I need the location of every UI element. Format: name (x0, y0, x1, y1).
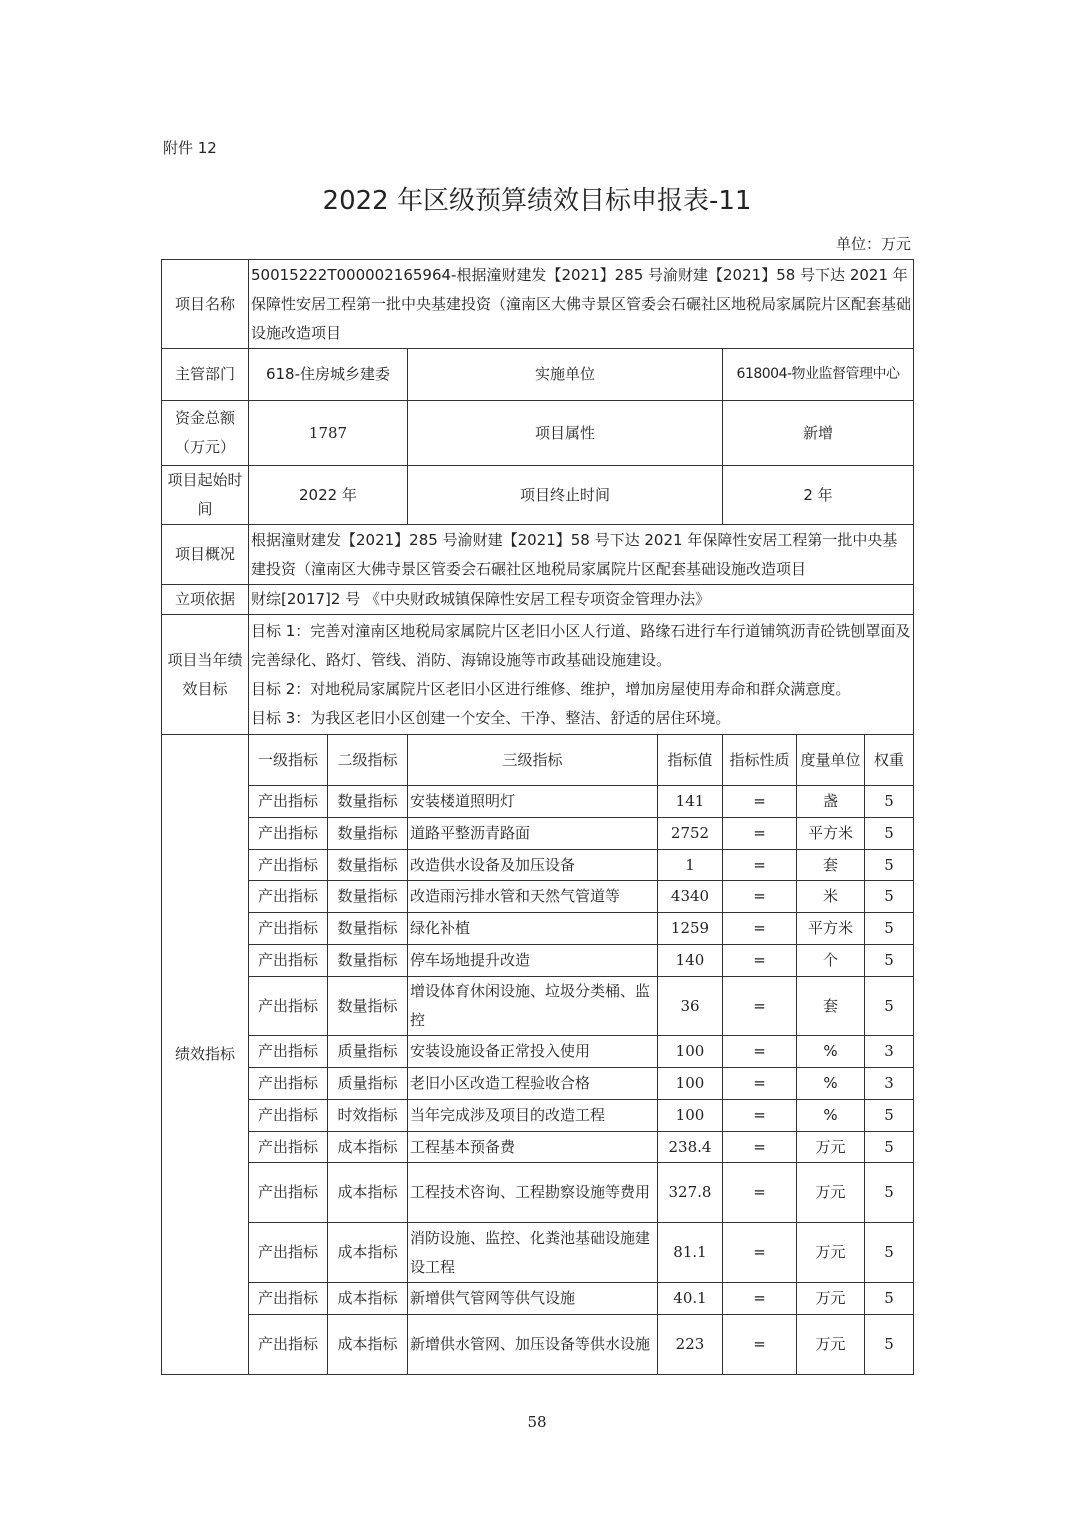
level3-cell: 老旧小区改造工程验收合格 (408, 1068, 658, 1100)
row-overview (162, 525, 914, 585)
page-number: 58 (527, 1413, 547, 1431)
indicator-row (162, 1223, 914, 1283)
nature-cell: = (723, 1315, 797, 1375)
indicator-row (162, 945, 914, 977)
start-label: 项目起始时间 (162, 466, 249, 525)
weight-cell: 5 (865, 945, 914, 977)
nature-cell: = (723, 1036, 797, 1068)
weight-cell: 5 (865, 977, 914, 1036)
level2-cell: 数量指标 (328, 945, 408, 977)
nature-cell: = (723, 850, 797, 881)
level3-cell: 改造供水设备及加压设备 (408, 850, 658, 881)
indicator-header-row (162, 735, 914, 786)
level3-cell: 工程技术咨询、工程勘察设施等费用 (408, 1163, 658, 1223)
value-cell: 4340 (658, 881, 723, 913)
weight-cell: 5 (865, 818, 914, 850)
indicator-row (162, 786, 914, 818)
basis-label: 立项依据 (162, 585, 249, 615)
indicator-row (162, 977, 914, 1036)
level3-cell: 绿化补植 (408, 913, 658, 945)
row-department (162, 349, 914, 401)
nature-cell: = (723, 1283, 797, 1315)
level2-cell: 质量指标 (328, 1036, 408, 1068)
weight-cell: 5 (865, 1315, 914, 1375)
start-value: 2022 年 (249, 466, 408, 525)
level1-cell: 产出指标 (249, 977, 328, 1036)
weight-cell: 3 (865, 1036, 914, 1068)
row-project-name (162, 260, 914, 349)
unit-label: 单位：万元 (835, 235, 911, 253)
weight-cell: 5 (865, 1132, 914, 1163)
unit-cell: % (797, 1036, 865, 1068)
value-cell: 1 (658, 850, 723, 881)
row-fund (162, 401, 914, 466)
unit-cell: % (797, 1100, 865, 1132)
header-level1: 一级指标 (249, 735, 328, 786)
goals-label: 项目当年绩效目标 (162, 615, 249, 735)
level2-cell: 质量指标 (328, 1068, 408, 1100)
header-weight: 权重 (865, 735, 914, 786)
value-cell: 40.1 (658, 1283, 723, 1315)
level1-cell: 产出指标 (249, 945, 328, 977)
weight-cell: 5 (865, 1100, 914, 1132)
value-cell: 238.4 (658, 1132, 723, 1163)
value-cell: 141 (658, 786, 723, 818)
indicator-row (162, 850, 914, 881)
unit-cell: 万元 (797, 1132, 865, 1163)
budget-target-table (161, 259, 914, 1375)
weight-cell: 5 (865, 1223, 914, 1283)
level3-cell: 道路平整沥青路面 (408, 818, 658, 850)
indicator-row (162, 1068, 914, 1100)
unit-cell: 万元 (797, 1315, 865, 1375)
header-level3: 三级指标 (408, 735, 658, 786)
overview-value: 根据潼财建发【2021】285 号渝财建【2021】58 号下达 2021 年保障性安居工程第一批中央基建投资（潼南区大佛寺景区管委会石碾社区地税局家属院片区配套基础设施改造项目 (249, 525, 914, 585)
level3-cell: 当年完成涉及项目的改造工程 (408, 1100, 658, 1132)
goal-item: 目标 3：为我区老旧小区创建一个安全、干净、整洁、舒适的居住环境。 (251, 708, 731, 727)
unit-cell: 平方米 (797, 913, 865, 945)
value-cell: 100 (658, 1068, 723, 1100)
row-time (162, 466, 914, 525)
nature-cell: = (723, 1100, 797, 1132)
fund-value: 1787 (249, 401, 408, 466)
fund-label: 资金总额（万元） (162, 401, 249, 466)
weight-cell: 5 (865, 850, 914, 881)
indicator-row (162, 1315, 914, 1375)
goal-item: 目标 2：对地税局家属院片区老旧小区进行维修、维护，增加房屋使用寿命和群众满意度。 (251, 679, 851, 698)
row-goals (162, 615, 914, 735)
nature-cell: = (723, 786, 797, 818)
value-cell: 81.1 (658, 1223, 723, 1283)
nature-cell: = (723, 818, 797, 850)
dept-value: 618-住房城乡建委 (249, 349, 408, 401)
level2-cell: 成本指标 (328, 1132, 408, 1163)
level2-cell: 成本指标 (328, 1223, 408, 1283)
unit-cell: 盏 (797, 786, 865, 818)
indicator-row (162, 1036, 914, 1068)
unit-cell: % (797, 1068, 865, 1100)
header-unit: 度量单位 (797, 735, 865, 786)
level2-cell: 成本指标 (328, 1283, 408, 1315)
impl-label: 实施单位 (408, 349, 723, 401)
weight-cell: 5 (865, 1283, 914, 1315)
level1-cell: 产出指标 (249, 818, 328, 850)
level2-cell: 数量指标 (328, 881, 408, 913)
unit-cell: 万元 (797, 1223, 865, 1283)
attr-label: 项目属性 (408, 401, 723, 466)
indicator-row (162, 1132, 914, 1163)
nature-cell: = (723, 913, 797, 945)
unit-cell: 套 (797, 850, 865, 881)
nature-cell: = (723, 1223, 797, 1283)
goal-item: 目标 1：完善对潼南区地税局家属院片区老旧小区人行道、路缘石进行车行道铺筑沥青砼铣刨罩面及完善绿化、路灯、管线、消防、海锦设施等市政基础设施建设。 (251, 621, 911, 669)
level3-cell: 新增供水管网、加压设备等供水设施 (408, 1315, 658, 1375)
level2-cell: 成本指标 (328, 1315, 408, 1375)
unit-cell: 套 (797, 977, 865, 1036)
level1-cell: 产出指标 (249, 1315, 328, 1375)
end-value: 2 年 (723, 466, 914, 525)
value-cell: 100 (658, 1100, 723, 1132)
page-title: 2022 年区级预算绩效目标申报表-11 (322, 186, 752, 216)
level1-cell: 产出指标 (249, 1068, 328, 1100)
value-cell: 327.8 (658, 1163, 723, 1223)
level1-cell: 产出指标 (249, 1283, 328, 1315)
level3-cell: 消防设施、监控、化粪池基础设施建设工程 (408, 1223, 658, 1283)
weight-cell: 5 (865, 881, 914, 913)
level2-cell: 成本指标 (328, 1163, 408, 1223)
indicator-row (162, 1100, 914, 1132)
end-label: 项目终止时间 (408, 466, 723, 525)
level1-cell: 产出指标 (249, 850, 328, 881)
indicator-row (162, 1283, 914, 1315)
level2-cell: 时效指标 (328, 1100, 408, 1132)
indicators-section-label: 绩效指标 (162, 735, 249, 1375)
level2-cell: 数量指标 (328, 913, 408, 945)
header-nature: 指标性质 (723, 735, 797, 786)
basis-value: 财综[2017]2 号 《中央财政城镇保障性安居工程专项资金管理办法》 (249, 585, 914, 615)
level1-cell: 产出指标 (249, 786, 328, 818)
impl-value: 618004-物业监督管理中心 (723, 349, 914, 401)
header-value: 指标值 (658, 735, 723, 786)
value-cell: 223 (658, 1315, 723, 1375)
nature-cell: = (723, 1163, 797, 1223)
unit-cell: 平方米 (797, 818, 865, 850)
level1-cell: 产出指标 (249, 1163, 328, 1223)
value-cell: 140 (658, 945, 723, 977)
unit-cell: 万元 (797, 1283, 865, 1315)
row-basis (162, 585, 914, 615)
goals-value (249, 615, 914, 735)
indicator-row (162, 1163, 914, 1223)
level1-cell: 产出指标 (249, 1036, 328, 1068)
nature-cell: = (723, 945, 797, 977)
weight-cell: 3 (865, 1068, 914, 1100)
level3-cell: 停车场地提升改造 (408, 945, 658, 977)
nature-cell: = (723, 881, 797, 913)
weight-cell: 5 (865, 913, 914, 945)
level3-cell: 改造雨污排水管和天然气管道等 (408, 881, 658, 913)
level3-cell: 新增供气管网等供气设施 (408, 1283, 658, 1315)
overview-label: 项目概况 (162, 525, 249, 585)
header-level2: 二级指标 (328, 735, 408, 786)
value-cell: 100 (658, 1036, 723, 1068)
indicator-row (162, 818, 914, 850)
nature-cell: = (723, 1132, 797, 1163)
level3-cell: 工程基本预备费 (408, 1132, 658, 1163)
indicator-row (162, 913, 914, 945)
attachment-label: 附件 12 (163, 139, 217, 157)
indicator-row (162, 881, 914, 913)
level1-cell: 产出指标 (249, 1223, 328, 1283)
project-name-value: 50015222T000002165964-根据潼财建发【2021】285 号渝财建【2021】58 号下达 2021 年保障性安居工程第一批中央基建投资（潼南区大佛寺景区管委会石碾社区地税局家属院片区配套基础设施改造项目 (249, 260, 914, 349)
weight-cell: 5 (865, 786, 914, 818)
unit-cell: 万元 (797, 1163, 865, 1223)
level1-cell: 产出指标 (249, 1132, 328, 1163)
attr-value: 新增 (723, 401, 914, 466)
unit-cell: 米 (797, 881, 865, 913)
unit-cell: 个 (797, 945, 865, 977)
dept-label: 主管部门 (162, 349, 249, 401)
nature-cell: = (723, 977, 797, 1036)
nature-cell: = (723, 1068, 797, 1100)
level2-cell: 数量指标 (328, 786, 408, 818)
level3-cell: 安装设施设备正常投入使用 (408, 1036, 658, 1068)
weight-cell: 5 (865, 1163, 914, 1223)
level1-cell: 产出指标 (249, 881, 328, 913)
value-cell: 36 (658, 977, 723, 1036)
value-cell: 1259 (658, 913, 723, 945)
level2-cell: 数量指标 (328, 850, 408, 881)
project-name-label: 项目名称 (162, 260, 249, 349)
level1-cell: 产出指标 (249, 1100, 328, 1132)
value-cell: 2752 (658, 818, 723, 850)
level2-cell: 数量指标 (328, 818, 408, 850)
level1-cell: 产出指标 (249, 913, 328, 945)
level3-cell: 安装楼道照明灯 (408, 786, 658, 818)
level3-cell: 增设体育休闲设施、垃圾分类桶、监控 (408, 977, 658, 1036)
level2-cell: 数量指标 (328, 977, 408, 1036)
